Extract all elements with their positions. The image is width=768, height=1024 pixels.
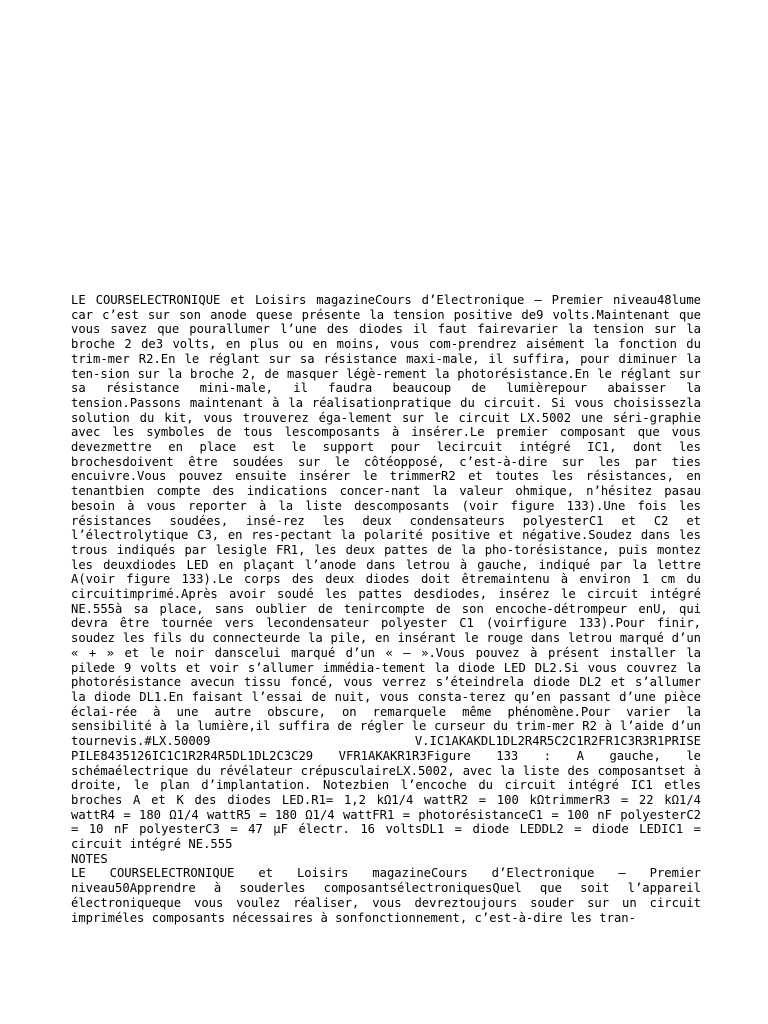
text-paragraph: LE COURSELECTRONIQUE et Loisirs magazineCours d’Electronique – Premier niveau50Apprendre à souderles composantsélectroniquesQuel que soit l’appareil électroniqueque vous voulez réaliser, vous devreztoujours souder sur un circuit impriméles composants nécessaires à sonfonctionnement, c’est-à-dire les tran- [71, 866, 701, 925]
notes-label: NOTES [71, 851, 108, 866]
text-paragraph: LE COURSELECTRONIQUE et Loisirs magazineCours d’Electronique – Premier niveau48lume car c’est sur son anode quese présente la tension positive de9 volts.Maintenant que vous savez que pourallumer l’une des diodes il faut fairevarier la tension sur la broche 2 de3 volts, en plus ou en moins, vous com-prendrez aisément la fonction du trim-mer R2.En le réglant sur sa résistance maxi-male, il suffira, pour diminuer la ten-sion sur la broche 2, de masquer légè-rement la photorésistance.En le réglant sur sa résistance mini-male, il faudra beaucoup de lumièrepour abaisser la tension.Passons maintenant à la réalisationpratique du circuit. Si vous choisissezla solution du kit, vous trouverez éga-lement sur le circuit LX.5002 une séri-graphie avec les symboles de tous lescomposants à insérer.Le premier composant que vous devezmettre en place est le support pour lecircuit intégré IC1, dont les brochesdoivent être soudées sur le côtéopposé, c’est-à-dire sur les par ties encuivre.Vous pouvez ensuite insérer le trimmerR2 et toutes les résistances, en tenantbien compte des indications concer-nant la valeur ohmique, n’hésitez pasau besoin à vous reporter à la liste descomposants (voir figure 133).Une fois les résistances soudées, insé-rez les deux condensateurs polyesterC1 et C2 et l’électrolytique C3, en res-pectant la polarité positive et négative.Soudez dans les trous indiqués par lesigle FR1, les deux pattes de la pho-torésistance, puis montez les deuxdiodes LED en plaçant l’anode dans letrou à gauche, indiqué par la lettre A(voir figure 133).Le corps des deux diodes doit êtremaintenu à environ 1 cm du circuitimprimé.Après avoir soudé les pattes desdiodes, insérez le circuit intégré NE.555à sa place, sans oublier de tenircompte de son encoche-détrompeur enU, qui devra être tournée vers lecondensateur polyester C1 (voirfigure 133).Pour finir, soudez les fils du connecteurde la pile, en insérant le rouge dans letrou marqué d’un « + » et le noir danscelui marqué d’un « – ».Vous pouvez à présent installer la pilede 9 volts et voir s’allumer immédia-tement la diode LED DL2.Si vous couvrez la photorésistance avecun tissu foncé, vous verrez s’éteindrela diode DL2 et s’allumer la diode DL1.En faisant l’essai de nuit, vous consta-terez qu’en passant d’une pièce éclai-rée à une autre obscure, on remarquele même phénomène.Pour varier la sensibilité à la lumière,il suffira de régler le curseur du trim-mer R2 à l’aide d’un tournevis.#LX.50009 V.IC1AKAKDL1DL2R4R5C2C1R2FR1C3R3R1PRISE PILE8435126IC1C1R2R4R5DL1DL2C3C29 VFR1AKAKR1R3Figure 133 : A gauche, le schémaélectrique du révélateur crépusculaireLX.5002, avec la liste des composantset à droite, le plan d’implantation. Notezbien l’encoche du circuit intégré IC1 etles broches A et K des diodes LED.R1= 1,2 kΩ1/4 wattR2 = 100 kΩtrimmerR3 = 22 kΩ1/4 wattR4 = 180 Ω1/4 wattR5 = 180 Ω1/4 wattFR1 = photorésistanceC1 = 100 nF polyesterC2 = 10 nF polyesterC3 = 47 µF électr. 16 voltsDL1 = diode LEDDL2 = diode LEDIC1 = circuit intégré NE.555 [71, 293, 701, 852]
document-body [71, 293, 701, 925]
